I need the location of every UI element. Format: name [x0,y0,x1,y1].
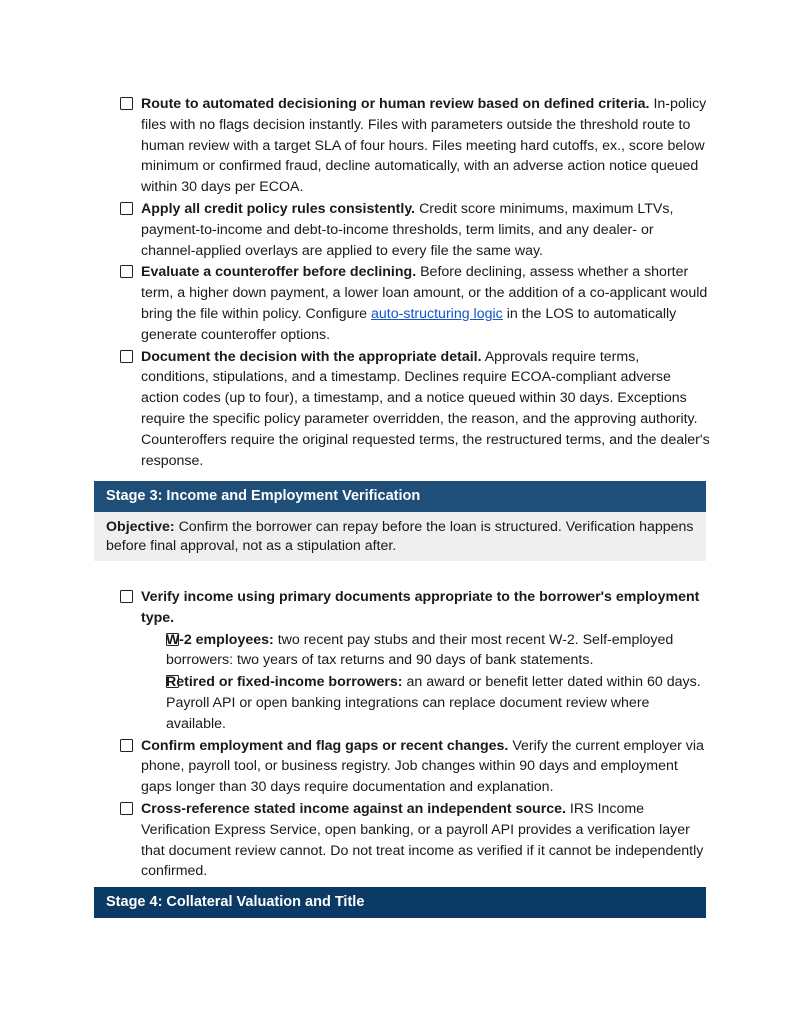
item-title: Route to automated decisioning or human review based on defined criteria. [141,96,650,112]
item-title: Retired or fixed-income borrowers: [166,674,403,691]
checklist-item [120,799,710,882]
checklist-item [120,347,710,472]
item-body: an award or benefit letter dated within 60 days. Payroll API or open banking integrations can replace document review where available. [166,674,701,732]
checklist-subitem [166,672,710,734]
checkbox[interactable] [120,265,133,278]
item-body: two recent pay stubs and their most recent W-2. Self-employed borrowers: two years of tax returns and 90 days of bank statements. [166,631,674,669]
item-title: Confirm employment and flag gaps or recent changes. [141,737,509,754]
item-body: in the LOS to automatically generate counteroffer options. [141,305,677,343]
stage4-heading: Stage 4: Collateral Valuation and Title [94,887,706,918]
item-title: Evaluate a counteroffer before declining. [141,264,417,281]
checkbox[interactable] [120,97,133,110]
stage3-heading: Stage 3: Income and Employment Verification [94,481,706,512]
checklist-item [120,262,710,345]
checkbox[interactable] [166,675,179,688]
checkbox[interactable] [120,202,133,215]
item-body: Credit score minimums, maximum LTVs, payment-to-income and debt-to-income thresholds, term limits, and any dealer- or channel-applied overlays are applied to every file the same way. [141,200,674,259]
checkbox[interactable] [120,739,133,752]
item-body: Verify the current employer via phone, payroll tool, or business registry. Job changes within 90 days and employment gaps longer than 30 days require documentation and explanation. [141,737,704,796]
stage3-checklist [120,587,710,882]
item-title: Apply all credit policy rules consistently. [141,200,416,217]
checkbox[interactable] [120,590,133,603]
item-body: IRS Income Verification Express Service, open banking, or a payroll API provides a verification layer that document review cannot. Do not treat income as verified if it cannot be independently confirmed. [141,800,704,880]
checkbox[interactable] [166,633,179,646]
item-body: Before declining, assess whether a shorter term, a higher down payment, a lower loan amount, or the addition of a co-applicant would bring the file within policy. Configure [141,264,708,322]
checkbox[interactable] [120,802,133,815]
checkbox[interactable] [120,350,133,363]
auto-structuring-logic-link[interactable]: auto-structuring logic [371,305,503,322]
checklist-item [120,199,710,261]
objective-label: Objective: [106,519,175,535]
item-body: In-policy files with no flags decision instantly. Files with parameters outside the threshold route to human review with a target SLA of four hours. Files meeting hard cutoffs, ex., score below minimum or confirmed fraud, decline automatically, with an adverse action notice queued within 30 days per ECOA. [141,96,707,196]
checklist-item [120,736,710,798]
checklist-item [120,94,710,198]
item-title: Verify income using primary documents appropriate to the borrower's employment type. [141,589,700,626]
objective-text: Confirm the borrower can repay before the loan is structured. Verification happens before final approval, not as a stipulation after. [106,519,694,554]
checklist-item [120,587,710,629]
stage3-objective [94,512,706,561]
item-title: Document the decision with the appropriate detail. [141,348,482,365]
checklist-subitem [166,630,710,672]
item-body: Approvals require terms, conditions, stipulations, and a timestamp. Declines require ECOA-compliant adverse action codes (up to four), a timestamp, and a notice queued within 30 days. Exceptions require the specific policy parameter overridden, the reason, and the approving authority. Counteroffers require the original requested terms, the restructured terms, and the dealer's response. [141,348,710,469]
stage2-checklist [120,94,710,471]
item-title: Cross-reference stated income against an independent source. [141,800,566,817]
item-title: W-2 employees: [166,631,274,648]
